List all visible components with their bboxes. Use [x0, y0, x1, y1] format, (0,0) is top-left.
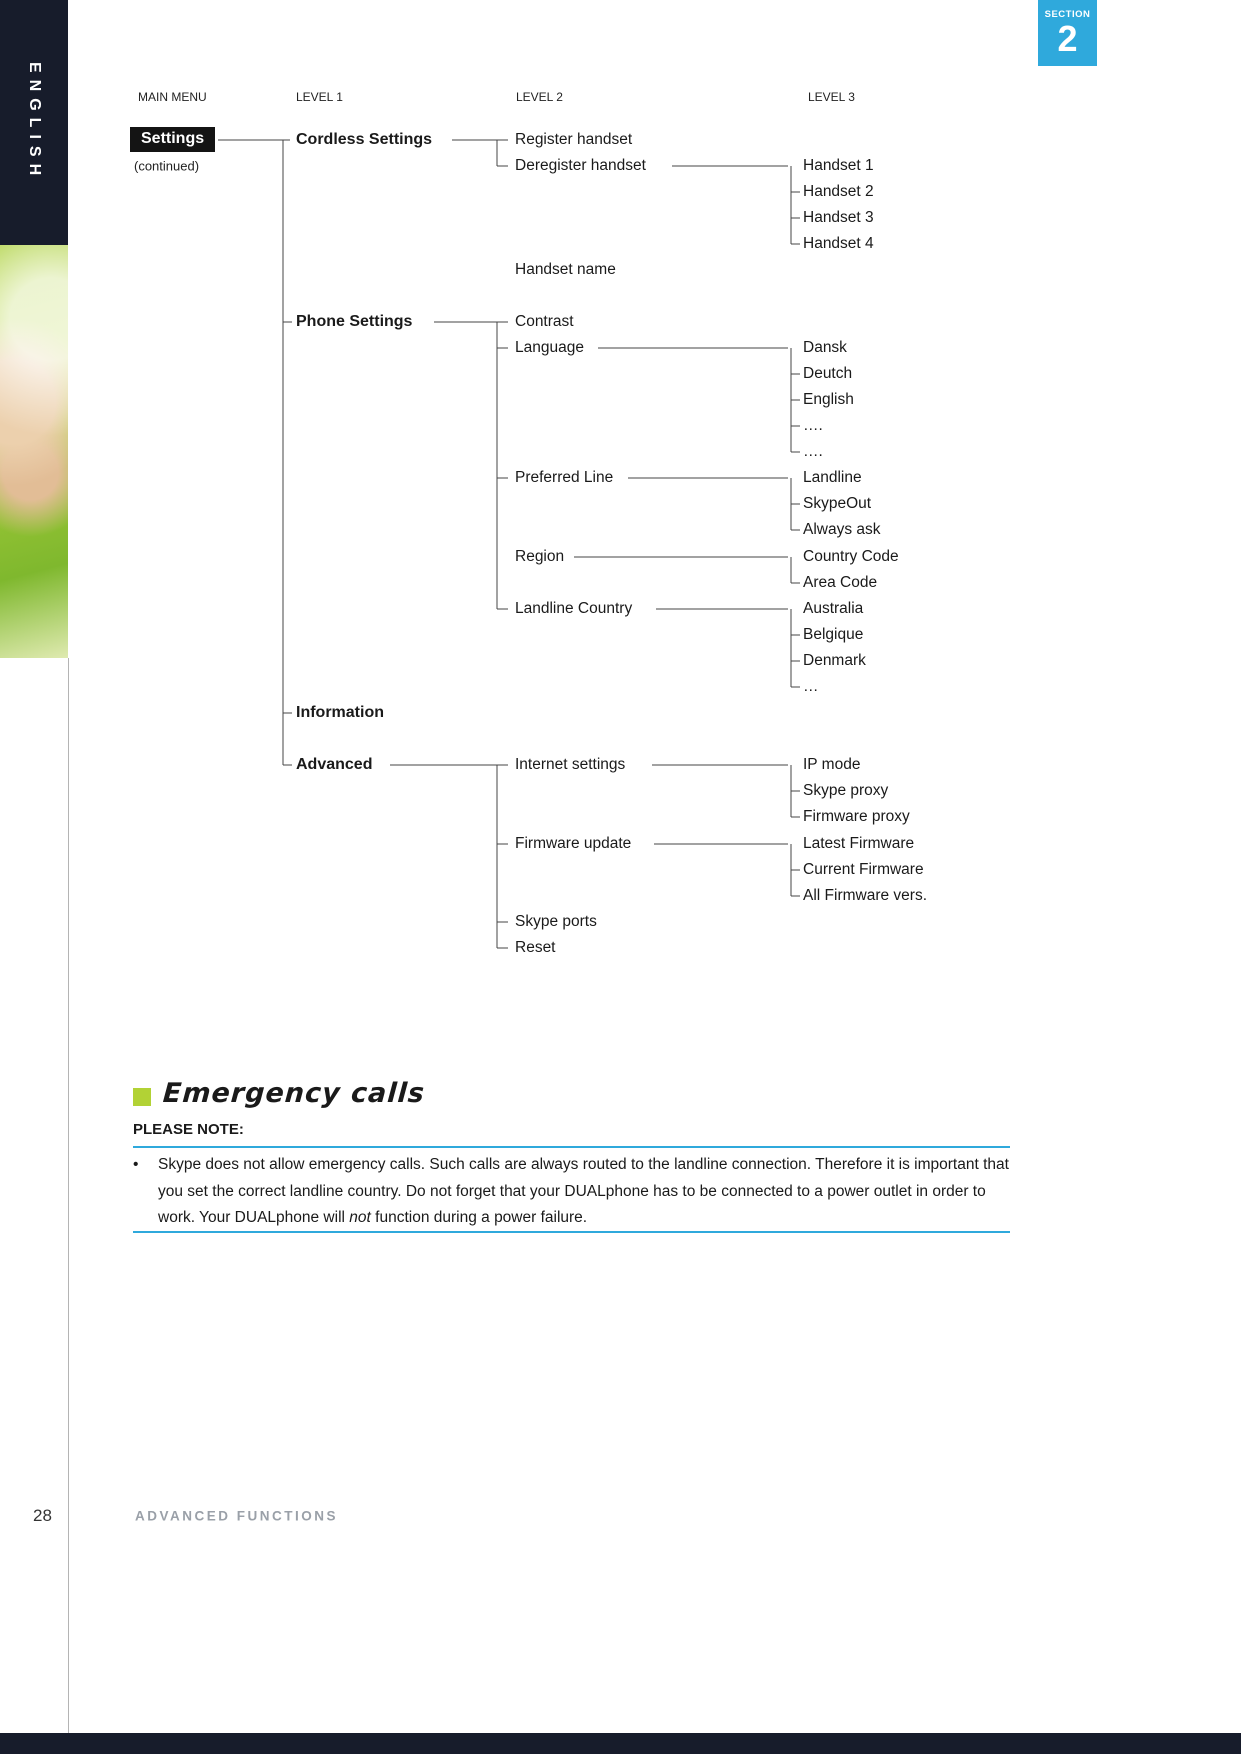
note-text-pre: Skype does not allow emergency calls. Such calls are always routed to the landline connection. Therefore it is important that you set the correct landline country. Do not forget that your DUALphone has to be connected to a power outlet in order to work. Your DUALphone will	[158, 1156, 1009, 1226]
settings-continued-note: (continued)	[134, 158, 200, 174]
tree-node-skypeout: SkypeOut	[803, 495, 872, 512]
note-divider-top	[133, 1146, 1010, 1148]
tree-node-all-firmware-versions: All Firmware vers.	[803, 887, 928, 904]
tree-node-firmware-proxy: Firmware proxy	[803, 808, 910, 825]
tree-node-always-ask: Always ask	[803, 521, 881, 538]
tree-node-contrast: Contrast	[515, 313, 574, 330]
please-note-label: PLEASE NOTE:	[133, 1121, 244, 1138]
tree-node-lang-more-2: ….	[803, 443, 823, 460]
tree-node-landline-country: Landline Country	[515, 600, 633, 617]
page-number: 28	[33, 1506, 52, 1525]
tree-node-reset: Reset	[515, 939, 556, 956]
tree-node-ip-mode: IP mode	[803, 756, 861, 773]
tree-node-lang-english: English	[803, 391, 854, 408]
bullet-dot: •	[133, 1156, 139, 1173]
tree-node-region: Region	[515, 548, 565, 565]
bottom-bar	[0, 1733, 1241, 1754]
section-badge-number: 2	[1057, 18, 1078, 59]
column-header-level2: LEVEL 2	[516, 90, 563, 104]
tree-node-internet-settings: Internet settings	[515, 756, 626, 773]
column-header-main-menu: MAIN MENU	[138, 90, 207, 104]
tree-node-register-handset: Register handset	[515, 131, 633, 148]
tree-node-current-firmware: Current Firmware	[803, 861, 924, 878]
tree-node-handset-name: Handset name	[515, 261, 616, 278]
tree-node-australia: Australia	[803, 600, 864, 617]
tree-node-country-more: …	[803, 678, 819, 695]
footer-section-title: ADVANCED FUNCTIONS	[135, 1508, 338, 1524]
tree-node-firmware-update: Firmware update	[515, 835, 632, 852]
note-divider-bottom	[133, 1231, 1010, 1233]
tree-node-language: Language	[515, 339, 584, 356]
tree-node-handset-1: Handset 1	[803, 157, 874, 174]
tree-node-area-code: Area Code	[803, 574, 878, 591]
section-badge	[1038, 0, 1097, 66]
tree-node-handset-2: Handset 2	[803, 183, 874, 200]
section-badge-label: SECTION	[1044, 9, 1091, 20]
note-text-italic: not	[349, 1209, 371, 1226]
tree-node-denmark: Denmark	[803, 652, 866, 669]
tree-node-belgique: Belgique	[803, 626, 864, 643]
emergency-calls-heading: Emergency calls	[161, 1078, 426, 1109]
tree-node-preferred-line: Preferred Line	[515, 469, 614, 486]
language-label: ENGLISH	[26, 62, 43, 183]
tree-node-landline: Landline	[803, 469, 862, 486]
tree-node-advanced: Advanced	[296, 756, 373, 773]
tree-node-lang-more-1: ….	[803, 417, 823, 434]
left-margin-rule	[68, 658, 69, 1733]
language-side-tab	[0, 0, 68, 245]
tree-node-country-code: Country Code	[803, 548, 899, 565]
tree-node-handset-4: Handset 4	[803, 235, 874, 252]
tree-node-lang-deutch: Deutch	[803, 365, 853, 382]
green-square-bullet-icon	[133, 1088, 151, 1106]
tree-node-skype-ports: Skype ports	[515, 913, 597, 930]
emergency-note-text	[158, 1152, 1010, 1232]
tree-node-latest-firmware: Latest Firmware	[803, 835, 915, 852]
tree-node-information: Information	[296, 704, 384, 721]
column-header-level1: LEVEL 1	[296, 90, 343, 104]
settings-menu-box: Settings	[130, 127, 215, 152]
tree-node-phone-settings: Phone Settings	[296, 313, 413, 330]
tree-node-skype-proxy: Skype proxy	[803, 782, 889, 799]
note-text-post: function during a power failure.	[370, 1209, 588, 1226]
column-header-level3: LEVEL 3	[808, 90, 855, 104]
emergency-note-paragraph	[133, 1152, 1010, 1232]
sidebar-photo-woman	[0, 245, 68, 658]
tree-node-lang-dansk: Dansk	[803, 339, 847, 356]
tree-node-handset-3: Handset 3	[803, 209, 874, 226]
tree-node-cordless-settings: Cordless Settings	[296, 131, 433, 148]
tree-node-deregister-handset: Deregister handset	[515, 157, 646, 174]
